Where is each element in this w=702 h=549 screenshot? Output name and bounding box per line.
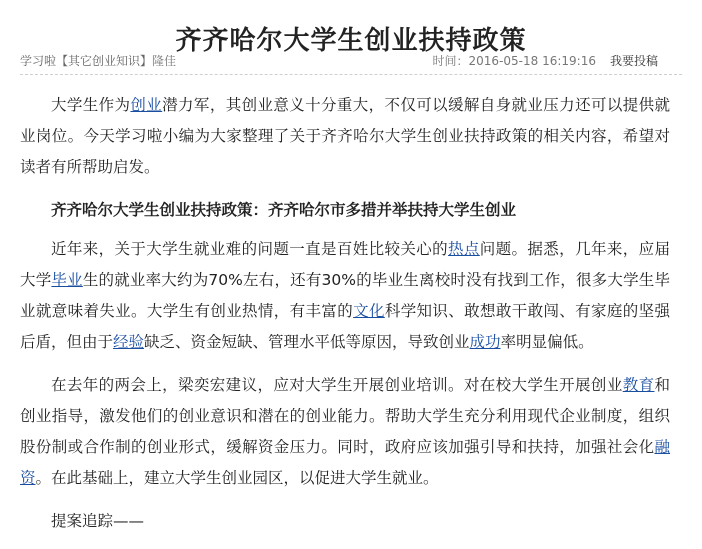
meta-source: [20, 52, 176, 70]
text-span: 科学知识、敢想敢干敢闯、有家庭的坚强后盾，但由于: [20, 302, 670, 351]
link-chuangye[interactable]: 创业: [130, 96, 163, 114]
paragraph-2: [20, 234, 670, 358]
publish-time: 2016-05-18 16:19:16: [468, 54, 596, 68]
text-span: 和创业指导，激发他们的创业意识和潜在的创业能力。帮助大学生充分利用现代企业制度，组织股份制或合作制的创业形式，缓解资金压力。同时，政府应该加强引导和扶持，加强社会化: [20, 376, 670, 456]
article-body: [20, 90, 670, 549]
meta-right: [433, 52, 658, 70]
link-redian[interactable]: 热点: [448, 240, 480, 258]
text-span: 。在此基础上，建立大学生创业园区，以促进大学生就业。: [35, 469, 439, 487]
text-span: 在去年的两会上，梁奕宏建议，应对大学生开展创业培训。对在校大学生开展创业: [51, 376, 623, 394]
time-label: 时间：: [432, 54, 469, 68]
link-wenhua[interactable]: 文化: [353, 302, 385, 320]
text-span: 生的就业率大约为70%左右，还有30%的毕业生离校时没有找到工作，很多大学生毕业就意味着失业。大学生有创业热情，有丰富的: [20, 271, 670, 320]
section-heading: 齐齐哈尔大学生创业扶持政策：齐齐哈尔市多措并举扶持大学生创业: [51, 201, 517, 219]
text-span: 缺乏、资金短缺、管理水平低等原因，导致创业: [144, 333, 470, 351]
site-link[interactable]: 学习啦: [20, 54, 57, 68]
article-meta: [20, 52, 682, 72]
link-biye[interactable]: 毕业: [51, 271, 83, 289]
page-title: 齐齐哈尔大学生创业扶持政策: [175, 26, 527, 57]
meta-divider: [20, 74, 682, 75]
author-name: 隆佳: [152, 54, 177, 68]
link-chenggong[interactable]: 成功: [469, 333, 501, 351]
text-span: 潜力军，其创业意义十分重大，不仅可以缓解自身就业压力还可以提供就业岗位。今天学习啦小编为大家整理了关于齐齐哈尔大学生创业扶持政策的相关内容，希望对读者有所帮助启发。: [20, 96, 670, 176]
link-jiaoyu[interactable]: 教育: [622, 376, 655, 394]
paragraph-3: [20, 370, 670, 494]
text-span: 大学生作为: [51, 96, 131, 114]
category-link[interactable]: 【其它创业知识】: [56, 54, 153, 68]
link-rongzi[interactable]: 融资: [20, 438, 670, 487]
link-jingyan[interactable]: 经验: [113, 333, 145, 351]
text-span: 率明显偏低。: [500, 333, 594, 351]
paragraph-4: 提案追踪——: [51, 512, 145, 530]
text-span: 问题。据悉，几年来，应届大学: [20, 240, 670, 289]
text-span: 近年来，关于大学生就业难的问题一直是百姓比较关心的: [51, 240, 449, 258]
submit-article-link[interactable]: 我要投稿: [609, 54, 658, 68]
paragraph-intro: [20, 90, 670, 183]
